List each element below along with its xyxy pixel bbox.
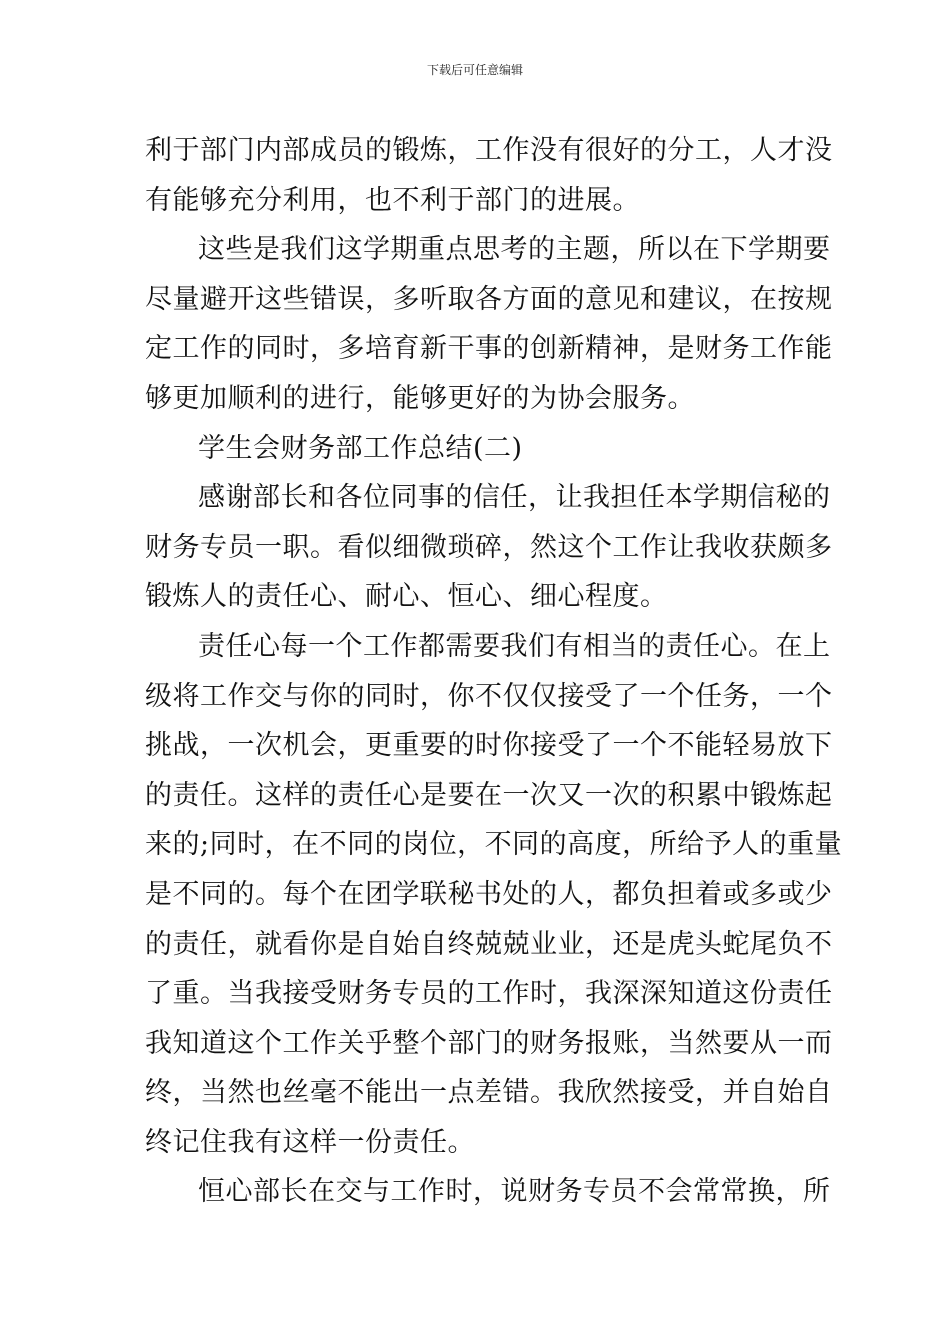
text-line: 感谢部长和各位同事的信任，让我担任本学期信秘的 <box>198 482 831 514</box>
text-line: 够更加顺利的进行，能够更好的为协会服务。 <box>145 382 695 414</box>
text-line: 学生会财务部工作总结(二) <box>198 432 523 464</box>
page-header: 下载后可任意编辑 <box>426 63 523 77</box>
text-line: 财务专员一职。看似细微琐碎，然这个工作让我收获颇多 <box>145 531 833 563</box>
text-line: 尽量避开这些错误，多听取各方面的意见和建议，在按规 <box>145 283 833 315</box>
text-line: 来的;同时，在不同的岗位，不同的高度，所给予人的重量 <box>145 829 843 861</box>
text-line: 挑战，一次机会，更重要的时你接受了一个不能轻易放下 <box>145 730 833 762</box>
text-line: 我知道这个工作关乎整个部门的财务报账，当然要从一而 <box>145 1027 833 1059</box>
text-line: 的责任。这样的责任心是要在一次又一次的积累中锻炼起 <box>145 779 833 811</box>
text-line: 终记住我有这样一份责任。 <box>145 1126 475 1158</box>
text-line: 这些是我们这学期重点思考的主题，所以在下学期要 <box>198 234 831 266</box>
text-line: 定工作的同时，多培育新干事的创新精神，是财务工作能 <box>145 333 833 365</box>
text-line: 利于部门内部成员的锻炼，工作没有很好的分工，人才没 <box>145 135 833 166</box>
text-line: 了重。当我接受财务专员的工作时，我深深知道这份责任 <box>145 978 833 1010</box>
text-line: 终，当然也丝毫不能出一点差错。我欣然接受，并自始自 <box>145 1077 833 1109</box>
text-line: 锻炼人的责任心、耐心、恒心、细心程度。 <box>145 581 668 613</box>
text-line: 级将工作交与你的同时，你不仅仅接受了一个任务，一个 <box>145 680 833 712</box>
text-line: 是不同的。每个在团学联秘书处的人，都负担着或多或少 <box>145 878 833 910</box>
text-line: 有能够充分利用，也不利于部门的进展。 <box>145 184 640 216</box>
text-line: 的责任，就看你是自始自终兢兢业业，还是虎头蛇尾负不 <box>145 928 833 960</box>
document-body <box>145 126 843 1217</box>
text-line: 恒心部长在交与工作时，说财务专员不会常常换，所 <box>198 1176 831 1208</box>
text-line: 责任心每一个工作都需要我们有相当的责任心。在上 <box>198 630 831 662</box>
